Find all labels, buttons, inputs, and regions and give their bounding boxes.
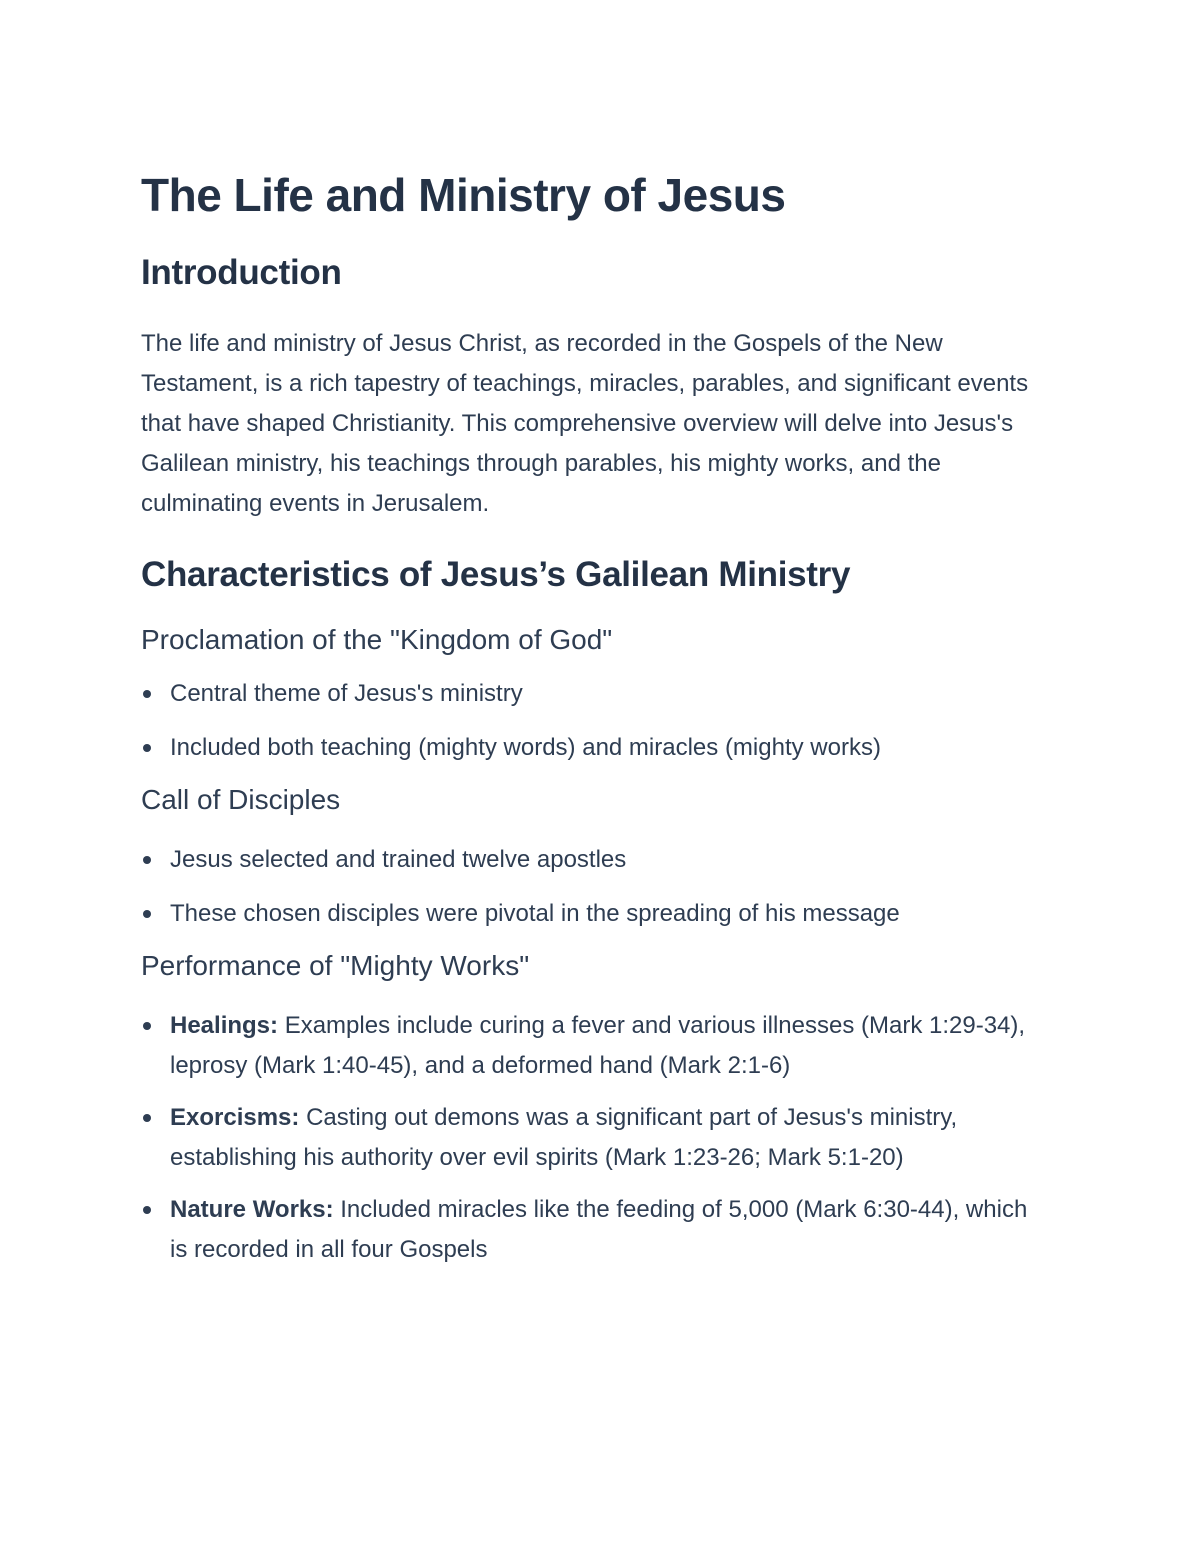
list-item-text: Casting out demons was a significant part of Jesus's ministry, establishing his authority over evil spirits (Mark 1:23-26; Mark 5:1-20) — [170, 1104, 958, 1171]
document-page — [141, 168, 1041, 1270]
list-item — [141, 674, 1041, 714]
introduction-heading: Introduction — [141, 253, 342, 292]
mighty-works-list — [141, 1006, 1041, 1270]
page-title: The Life and Ministry of Jesus — [141, 169, 786, 221]
list-item — [141, 840, 1041, 880]
list-item-text: These chosen disciples were pivotal in the spreading of his message — [170, 900, 900, 927]
list-item-text: Included both teaching (mighty words) and miracles (mighty works) — [170, 734, 881, 761]
list-item-text: Jesus selected and trained twelve apostles — [170, 846, 627, 873]
list-item-label: Exorcisms: — [170, 1104, 300, 1131]
list-item-text: Examples include curing a fever and various illnesses (Mark 1:29-34), leprosy (Mark 1:40-45), and a deformed hand (Mark 2:1-6) — [170, 1012, 1026, 1079]
introduction-paragraph: The life and ministry of Jesus Christ, as recorded in the Gospels of the New Testament, is a rich tapestry of teachings, miracles, parables, and significant events that have shaped Christianity. This comprehensive overview will delve into Jesus's Galilean ministry, his teachings through parables, his mighty works, and the culminating events in Jerusalem. — [141, 330, 1029, 517]
list-item-text: Central theme of Jesus's ministry — [170, 680, 523, 707]
list-item-label: Healings: — [170, 1012, 279, 1039]
mighty-works-heading: Performance of "Mighty Works" — [141, 950, 530, 981]
list-item — [141, 1098, 1041, 1178]
characteristics-heading: Characteristics of Jesus’s Galilean Ministry — [141, 555, 851, 594]
list-item-label: Nature Works: — [170, 1196, 334, 1223]
bullet-icon — [143, 1206, 151, 1214]
bullet-icon — [143, 910, 151, 918]
list-item — [141, 1190, 1041, 1270]
kingdom-of-god-heading: Proclamation of the "Kingdom of God" — [141, 624, 613, 655]
bullet-icon — [143, 690, 151, 698]
list-item-text: Included miracles like the feeding of 5,000 (Mark 6:30-44), which is recorded in all four Gospels — [170, 1196, 1028, 1263]
call-of-disciples-list — [141, 840, 1041, 934]
bullet-icon — [143, 1022, 151, 1030]
list-item — [141, 894, 1041, 934]
list-item — [141, 728, 1041, 768]
bullet-icon — [143, 1114, 151, 1122]
kingdom-of-god-list — [141, 674, 1041, 768]
bullet-icon — [143, 744, 151, 752]
bullet-icon — [143, 856, 151, 864]
list-item — [141, 1006, 1041, 1086]
call-of-disciples-heading: Call of Disciples — [141, 784, 341, 815]
